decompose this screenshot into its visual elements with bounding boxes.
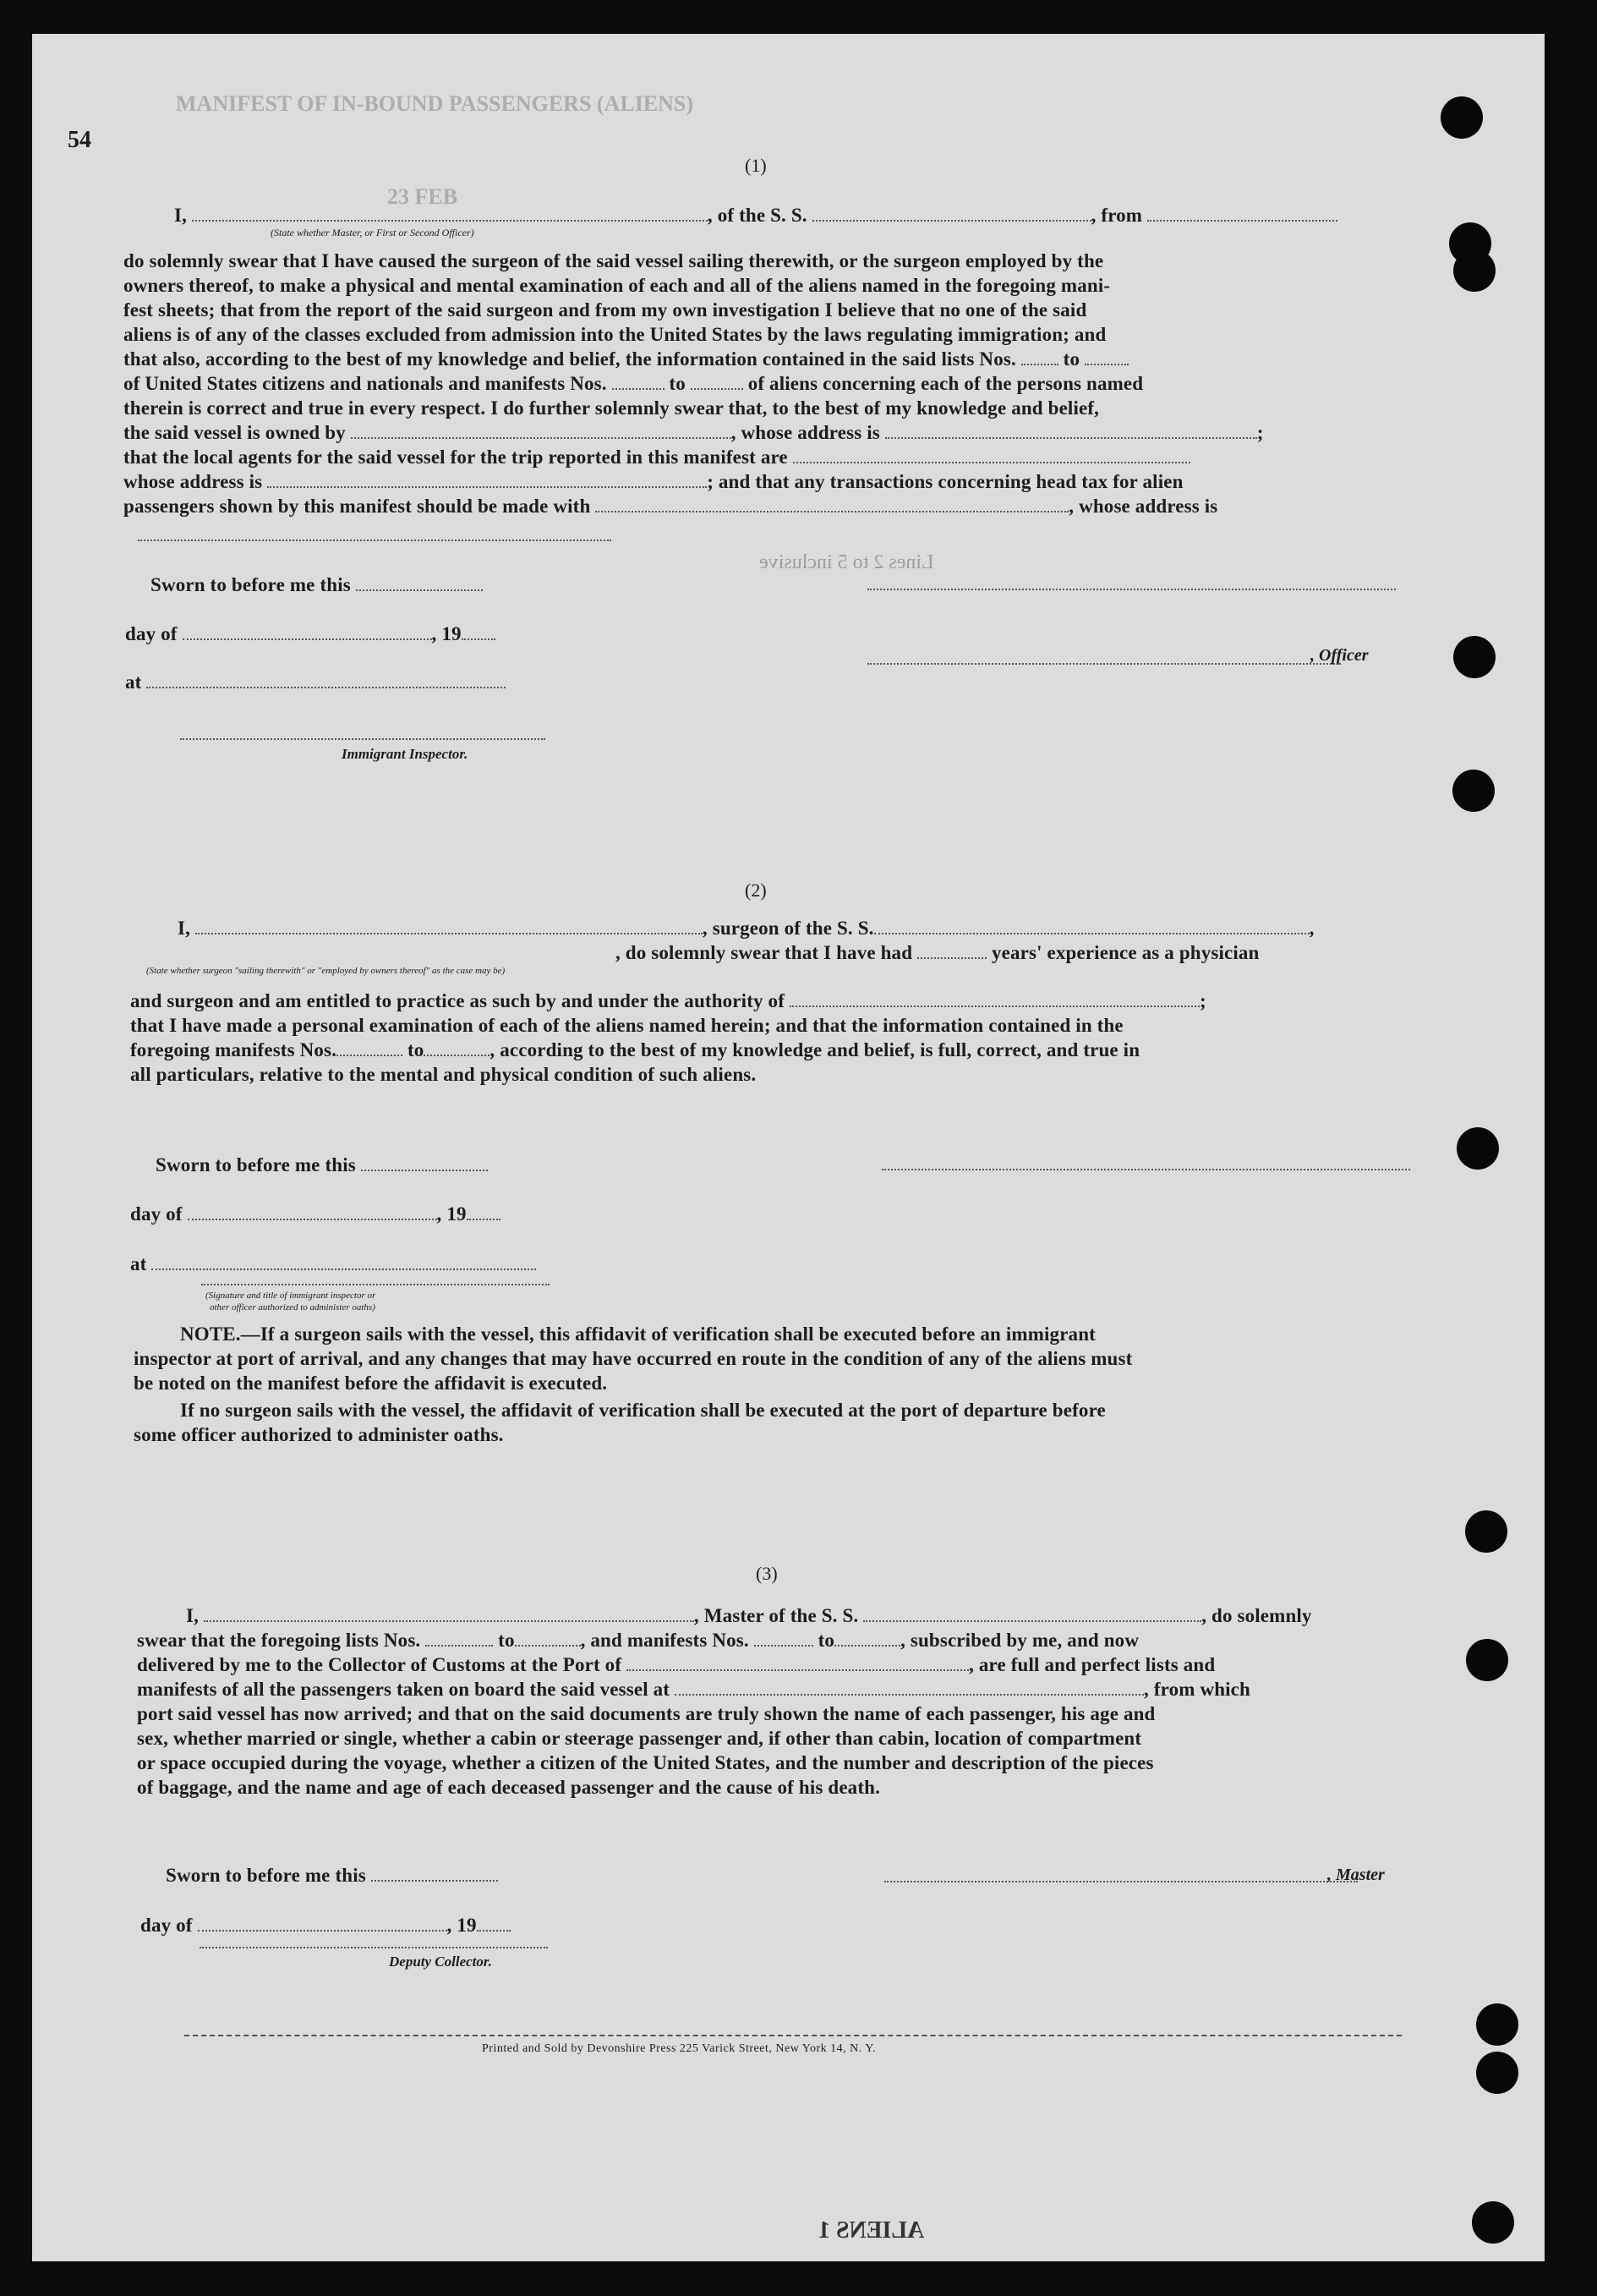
s1-officer-label: , Officer: [1310, 646, 1369, 665]
s1-paragraph-line-3: fest sheets; that from the report of the said surgeon and from my own investigation I believe that no one of the said: [123, 299, 1087, 321]
s1-line1: I, , of the S. S. , from: [174, 203, 1337, 228]
section-number-2: (2): [745, 879, 767, 901]
s1-owner-field[interactable]: [351, 422, 731, 439]
s2-paragraph-line-1: and surgeon and am entitled to practice as such by and under the authority of ;: [130, 990, 1206, 1011]
s1-from-port-field[interactable]: [1147, 205, 1337, 222]
s2-sig-caption-1: (Signature and title of immigrant inspector or: [205, 1290, 376, 1301]
s3-deputy-label: Deputy Collector.: [389, 1954, 492, 1970]
punch-hole: [1472, 2201, 1514, 2244]
punch-hole: [1452, 770, 1495, 812]
s1-paragraph-line-2: owners thereof, to make a physical and mental examination of each and all of the aliens named in the foregoing mani-: [123, 275, 1111, 296]
s3-line1: I, , Master of the S. S. , do solemnly: [186, 1605, 1312, 1626]
s3-paragraph-line-2: delivered by me to the Collector of Customs at the Port of , are full and perfect lists and: [137, 1654, 1216, 1675]
bleed-mirrored-line: Lines 2 to 5 inclusive: [759, 551, 934, 573]
s1-paragraph-line-4: aliens is of any of the classes excluded from admission into the United States by the laws regulating immigration; and: [123, 324, 1107, 345]
s3-lists-from-field[interactable]: [425, 1630, 493, 1647]
s1-head-tax-field[interactable]: [595, 496, 1069, 512]
s2-paragraph-line-3: foregoing manifests Nos. to , according to the best of my knowledge and belief, is full, correct, and true in: [130, 1039, 1140, 1060]
s1-paragraph-line-11: passengers shown by this manifest should be made with , whose address is: [123, 496, 1218, 517]
s2-paragraph-line-4: all particulars, relative to the mental and physical condition of such aliens.: [130, 1064, 757, 1085]
s3-paragraph-line-5: sex, whether married or single, whether a cabin or steerage passenger and, if other than cabin, location of compartment: [137, 1728, 1142, 1749]
s1-year-field[interactable]: [462, 623, 495, 640]
s1-officer-caption: (State whether Master, or First or Second Officer): [271, 227, 474, 238]
s1-sworn-date-field[interactable]: [356, 574, 483, 591]
s2-sworn-line: Sworn to before me this: [156, 1153, 488, 1178]
s1-paragraph-line-1: do solemnly swear that I have caused the surgeon of the said vessel sailing therewith, or the surgeon employed by the: [123, 250, 1104, 271]
punch-hole: [1466, 1639, 1508, 1681]
s3-paragraph-line-6: or space occupied during the voyage, whether a citizen of the United States, and the number and description of the pieces: [137, 1752, 1154, 1773]
s1-paragraph-line-7: therein is correct and true in every respect. I do further solemnly swear that, to the best of my knowledge and belief,: [123, 397, 1100, 419]
punch-hole: [1476, 2052, 1518, 2094]
s3-master-label: , Master: [1327, 1866, 1385, 1884]
footer-rule: [184, 2035, 1402, 2036]
s1-officer-field[interactable]: [192, 205, 708, 222]
s1-paragraph-line-9: that the local agents for the said vessel for the trip reported in this manifest are: [123, 445, 1190, 470]
s2-at-line: at: [130, 1252, 536, 1277]
s2-sig-caption-2: other officer authorized to administer oaths): [210, 1302, 375, 1312]
note-line-2: inspector at port of arrival, and any changes that may have occurred en route in the condition of any of the aliens must: [134, 1348, 1133, 1369]
s2-sworn-date-field[interactable]: [361, 1154, 488, 1171]
section-number-1: (1): [745, 155, 767, 176]
s1-address-continuation-field[interactable]: [138, 540, 611, 541]
s3-day-field[interactable]: [198, 1915, 447, 1932]
bleed-title: MANIFEST OF IN-BOUND PASSENGERS (ALIENS): [176, 91, 694, 116]
s1-paragraph-line-10: whose address is ; and that any transactions concerning head tax for alien: [123, 471, 1184, 492]
s3-paragraph-line-3: manifests of all the passengers taken on board the said vessel at , from which: [137, 1679, 1250, 1700]
s3-paragraph-line-7: of baggage, and the name and age of each deceased passenger and the cause of his death.: [137, 1777, 880, 1798]
s3-manifests-to-field[interactable]: [834, 1630, 900, 1647]
s2-surgeon-caption: (State whether surgeon "sailing therewith" or "employed by owners thereof" as the case may be): [146, 966, 506, 976]
s3-paragraph-line-4: port said vessel has now arrived; and that on the said documents are truly shown the name of each passenger, his age and: [137, 1703, 1156, 1724]
s3-deputy-signature-line[interactable]: [200, 1947, 548, 1948]
punch-hole: [1457, 1127, 1499, 1170]
note-line-4: If no surgeon sails with the vessel, the affidavit of verification shall be executed at the port of departure before: [180, 1400, 1106, 1421]
s2-manifests-from-field[interactable]: [336, 1039, 402, 1056]
section-number-3: (3): [756, 1563, 778, 1584]
s1-officer-signature-line[interactable]: [867, 589, 1396, 590]
s1-officer-name-line[interactable]: [867, 663, 1341, 665]
note-line-1: NOTE.—If a surgeon sails with the vessel, this affidavit of verification shall be executed before an immigrant: [180, 1323, 1096, 1345]
s2-authority-field[interactable]: [790, 990, 1200, 1007]
s3-master-name-field[interactable]: [204, 1605, 694, 1622]
note-line-5: some officer authorized to administer oaths.: [134, 1424, 504, 1445]
s1-agents-field[interactable]: [793, 447, 1190, 463]
s3-lists-to-field[interactable]: [515, 1630, 581, 1647]
punch-hole: [1453, 249, 1496, 292]
punch-hole: [1465, 1510, 1507, 1553]
s2-day-field[interactable]: [188, 1203, 437, 1220]
s3-embark-port-field[interactable]: [675, 1679, 1144, 1696]
s3-day-line: day of , 19: [140, 1913, 511, 1938]
s3-paragraph-line-1: swear that the foregoing lists Nos. to , and manifests Nos. to , subscribed by me, and now: [137, 1630, 1140, 1651]
manifest-page: [32, 34, 1545, 2261]
s2-year-field[interactable]: [467, 1203, 500, 1220]
punch-hole: [1441, 96, 1483, 139]
s1-lists-from-field[interactable]: [1021, 348, 1058, 365]
s3-manifests-from-field[interactable]: [754, 1630, 813, 1647]
s2-line1b: , do solemnly swear that I have had years' experience as a physician: [615, 942, 1260, 963]
s3-ship-name-field[interactable]: [863, 1605, 1201, 1622]
s1-paragraph-line-8: the said vessel is owned by , whose address is ;: [123, 422, 1264, 443]
s3-sworn-line: Sworn to before me this: [166, 1863, 498, 1888]
s3-master-signature-line[interactable]: [884, 1881, 1358, 1882]
s1-agents-address-field[interactable]: [267, 471, 707, 488]
s3-year-field[interactable]: [477, 1915, 511, 1932]
s3-port-field[interactable]: [626, 1654, 969, 1671]
s2-ship-name-field[interactable]: [874, 918, 1310, 934]
s2-surgeon-name-field[interactable]: [195, 918, 703, 934]
s2-inspector-signature-line[interactable]: [201, 1284, 550, 1285]
punch-hole: [1476, 2003, 1518, 2046]
s1-manifests-from-field[interactable]: [612, 373, 665, 390]
s2-manifests-to-field[interactable]: [424, 1039, 489, 1056]
s1-paragraph-line-5: that also, according to the best of my knowledge and belief, the information contained in the said lists Nos. to: [123, 347, 1129, 372]
s1-day-line: day of , 19: [125, 622, 495, 647]
s1-sworn-line: Sworn to before me this: [150, 573, 483, 598]
s2-day-line: day of , 19: [130, 1202, 500, 1227]
s1-inspector-signature-line[interactable]: [180, 738, 545, 740]
s2-line1: I, , surgeon of the S. S. ,: [178, 918, 1315, 939]
s1-manifests-to-field[interactable]: [691, 373, 743, 390]
punch-hole: [1453, 636, 1496, 678]
form-id: ALIENS 1: [818, 2217, 925, 2244]
s3-sworn-date-field[interactable]: [371, 1865, 498, 1882]
s1-ship-name-field[interactable]: [812, 205, 1091, 222]
s1-paragraph-line-6: of United States citizens and nationals and manifests Nos. to of aliens concerning each of the persons named: [123, 373, 1144, 394]
s1-lists-to-field[interactable]: [1085, 348, 1129, 365]
note-line-3: be noted on the manifest before the affidavit is executed.: [134, 1373, 608, 1394]
s2-paragraph-line-2: that I have made a personal examination of each of the aliens named herein; and that the information contained in the: [130, 1015, 1124, 1036]
s1-owner-address-field[interactable]: [885, 422, 1257, 439]
s2-surgeon-signature-line[interactable]: [882, 1169, 1410, 1170]
printer-credit: Printed and Sold by Devonshire Press 225 Varick Street, New York 14, N. Y.: [482, 2042, 877, 2055]
s1-day-field[interactable]: [183, 623, 432, 640]
s1-at-line: at: [125, 670, 506, 695]
s1-at-field[interactable]: [146, 671, 506, 688]
s2-at-field[interactable]: [151, 1253, 536, 1270]
page-number: 54: [68, 127, 91, 153]
bleed-stamp: 23 FEB: [387, 184, 458, 209]
s2-years-field[interactable]: [917, 942, 987, 959]
s1-inspector-label: Immigrant Inspector.: [342, 746, 468, 762]
